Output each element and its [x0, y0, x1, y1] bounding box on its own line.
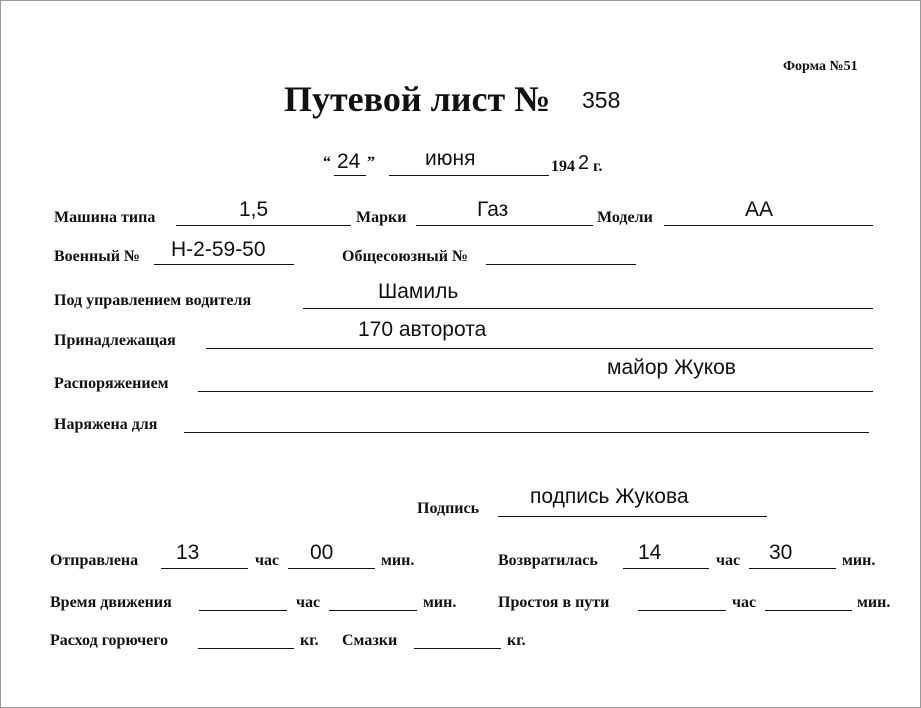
military-no-value[interactable]: Н-2-59-50 — [171, 238, 266, 261]
returned-hours-line — [623, 568, 709, 569]
year-printed: 194 — [551, 158, 575, 175]
driver-label: Под управлением водителя — [54, 292, 252, 309]
hour-unit: час — [732, 594, 757, 611]
page-title: Путевой лист № — [284, 79, 551, 119]
order-line — [198, 391, 873, 392]
vehicle-type-value[interactable]: 1,5 — [239, 198, 269, 221]
make-line — [416, 225, 593, 226]
model-line — [664, 225, 873, 226]
min-unit: мин. — [842, 552, 876, 569]
make-value[interactable]: Газ — [477, 198, 509, 221]
military-no-label: Военный № — [54, 248, 140, 265]
min-unit: мин. — [381, 552, 415, 569]
signature-line — [498, 516, 767, 517]
travel-time-label: Время движения — [50, 594, 172, 611]
returned-min-line — [749, 568, 836, 569]
grease-line — [414, 648, 501, 649]
departed-min-line — [288, 568, 375, 569]
vehicle-type-line — [176, 225, 351, 226]
departed-min-value[interactable]: 00 — [310, 541, 334, 564]
returned-hours-value[interactable]: 14 — [638, 541, 662, 564]
assigned-label: Наряжена для — [54, 416, 158, 433]
idle-hours-line — [638, 610, 726, 611]
belongs-line — [206, 348, 873, 349]
kg-unit: кг. — [507, 632, 526, 649]
day-value[interactable]: 24 — [337, 150, 361, 173]
waybill-number: 358 — [582, 87, 621, 113]
fuel-label: Расход горючего — [50, 632, 169, 649]
returned-label: Возвратилась — [498, 552, 598, 569]
open-quote: “ — [323, 154, 331, 171]
kg-unit: кг. — [300, 632, 319, 649]
driver-line — [303, 308, 873, 309]
travel-min-line — [329, 610, 417, 611]
model-label: Модели — [597, 209, 653, 226]
departed-hours-line — [161, 568, 248, 569]
order-value[interactable]: майор Жуков — [607, 356, 736, 379]
returned-min-value[interactable]: 30 — [769, 541, 793, 564]
year-suffix: г. — [593, 158, 603, 175]
hour-unit: час — [255, 552, 280, 569]
form-number: Форма №51 — [783, 59, 858, 74]
belongs-label: Принадлежащая — [54, 332, 176, 349]
belongs-value[interactable]: 170 авторота — [358, 318, 487, 341]
month-value[interactable]: июня — [425, 147, 476, 170]
military-no-line — [154, 264, 294, 265]
min-unit: мин. — [423, 594, 457, 611]
departed-hours-value[interactable]: 13 — [176, 541, 200, 564]
hour-unit: час — [296, 594, 321, 611]
idle-label: Простоя в пути — [498, 594, 610, 611]
month-line — [389, 175, 549, 176]
make-label: Марки — [356, 209, 407, 226]
day-line — [334, 175, 366, 176]
signature-value[interactable]: подпись Жукова — [530, 485, 689, 508]
fuel-line — [198, 648, 294, 649]
driver-value[interactable]: Шамиль — [378, 280, 459, 303]
assigned-line — [184, 432, 869, 433]
grease-label: Смазки — [342, 632, 398, 649]
union-no-line — [486, 264, 636, 265]
hour-unit: час — [716, 552, 741, 569]
close-quote: ” — [367, 154, 375, 171]
travel-hours-line — [199, 610, 287, 611]
model-value[interactable]: АА — [745, 198, 774, 221]
idle-min-line — [765, 610, 852, 611]
union-no-label: Общесоюзный № — [342, 248, 469, 265]
min-unit: мин. — [857, 594, 891, 611]
year-written[interactable]: 2 — [578, 152, 590, 174]
signature-label: Подпись — [417, 500, 480, 517]
order-label: Распоряжением — [54, 375, 169, 392]
departed-label: Отправлена — [50, 552, 139, 569]
vehicle-type-label: Машина типа — [54, 209, 156, 226]
